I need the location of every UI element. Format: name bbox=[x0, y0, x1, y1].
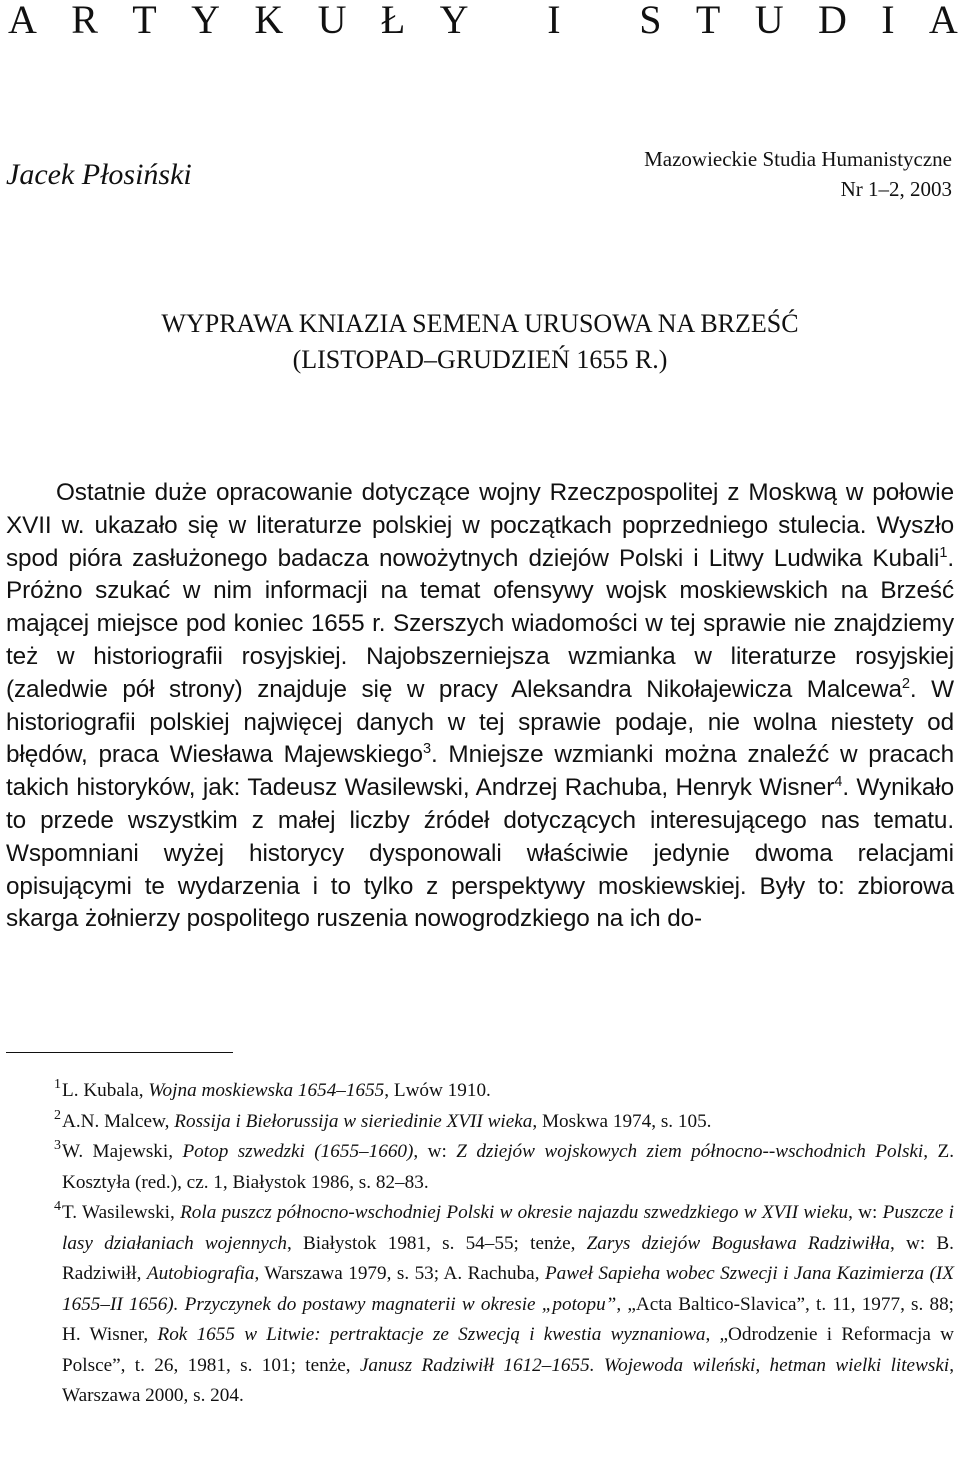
footnote-title: Puszcze i lasy działaniach wojennych bbox=[62, 1202, 954, 1254]
footnote-title: Z dziejów wojskowych ziem północno--wschodnich Polski bbox=[456, 1141, 924, 1162]
article-body bbox=[6, 477, 954, 936]
footnote-ref[interactable]: 3 bbox=[422, 741, 431, 758]
journal-issue: Nr 1–2, 2003 bbox=[840, 177, 952, 201]
footnote-title: Potop szwedzki (1655–1660) bbox=[182, 1141, 414, 1162]
journal-name: Mazowieckie Studia Humanistyczne bbox=[644, 147, 952, 171]
footnote-text: L. Kubala, bbox=[62, 1080, 149, 1101]
section-heading bbox=[8, 0, 958, 40]
footnote-text: , w: bbox=[413, 1141, 457, 1162]
section-heading-letter: R bbox=[71, 0, 98, 42]
section-heading-letter: D bbox=[817, 0, 847, 42]
footnote-number: 1 bbox=[54, 1077, 61, 1092]
footnotes bbox=[6, 1076, 954, 1412]
footnote-text: , Z. Kosztyła (red.), cz. 1, Białystok 1986, s. 82–83. bbox=[62, 1141, 954, 1193]
footnote-text: , Białystok 1981, s. 54–55; tenże, bbox=[286, 1232, 587, 1254]
footnote-divider bbox=[6, 1052, 233, 1053]
footnote-ref[interactable]: 4 bbox=[834, 774, 843, 791]
footnote-text: , Warszawa 1979, s. 53; A. Rachuba, bbox=[254, 1263, 545, 1284]
footnote-ref[interactable]: 1 bbox=[939, 544, 948, 561]
section-heading-letter: Y bbox=[191, 0, 220, 42]
section-heading-letter: S bbox=[639, 0, 662, 42]
section-heading-letter: U bbox=[317, 0, 347, 42]
footnote-text: T. Wasilewski, bbox=[62, 1202, 181, 1223]
section-heading-letter: I bbox=[881, 0, 895, 42]
footnote-2 bbox=[6, 1107, 954, 1138]
section-heading-letter: K bbox=[254, 0, 284, 42]
footnote-title: Zarys dziejów Bogusława Radziwiłła bbox=[586, 1232, 890, 1254]
body-paragraph bbox=[6, 477, 954, 936]
body-text-segment: . Wynikało to przede wszystkim z małej liczby źródeł dotyczących interesującego nas tematu. Wspomniani wyżej historycy dysponowali właściwie jedynie dwoma relacjami opisującymi te wydarzenia i to tylko z perspektywy moskiewskiej. Były to: zbiorowa skarga żołnierzy pospolitego ruszenia nowogrodzkiego na ich do- bbox=[6, 774, 954, 933]
section-heading-letter: U bbox=[754, 0, 784, 42]
body-text-segment: . Mniejsze wzmianki można znaleźć w pracach takich historyków, jak: Tadeusz Wasilewski, Andrzej Rachuba, Henryk Wisner bbox=[6, 741, 954, 802]
body-text-segment: . W historiografii polskiej najwięcej danych w tej sprawie podaje, nie wolna niestety od błędów, praca Wiesława Majewskiego bbox=[6, 675, 954, 769]
footnote-title: Autobiografia bbox=[146, 1263, 255, 1284]
footnote-1 bbox=[6, 1076, 954, 1107]
footnote-title: Rola puszcz północno-wschodniej Polski w okresie najazdu szwedzkiego w XVII wieku bbox=[180, 1202, 849, 1223]
footnote-title: Wojna moskiewska 1654–1655 bbox=[148, 1080, 385, 1101]
section-heading-letter: A bbox=[8, 0, 37, 42]
section-heading-letter: I bbox=[547, 0, 561, 42]
section-heading-letter: T bbox=[695, 0, 721, 42]
footnote-ref[interactable]: 2 bbox=[901, 675, 910, 692]
footnote-number: 3 bbox=[54, 1138, 61, 1153]
title-line-1: WYPRAWA KNIAZIA SEMENA URUSOWA NA BRZEŚĆ bbox=[161, 309, 799, 338]
article-title bbox=[0, 306, 960, 378]
footnote-text: , „Acta Baltico-Slavica”, t. 11, 1977, s. 88; H. Wisner, bbox=[62, 1293, 955, 1345]
footnote-text: A.N. Malcew, bbox=[62, 1110, 175, 1132]
footnote-text: , „Odrodzenie i Reformacja w Polsce”, t. 26, 1981, s. 101; tenże, bbox=[62, 1324, 954, 1376]
footnote-number: 2 bbox=[54, 1107, 61, 1123]
footnote-text: , w: bbox=[848, 1202, 883, 1223]
section-heading-letter: A bbox=[928, 0, 958, 42]
footnote-text: W. Majewski, bbox=[62, 1141, 183, 1162]
section-heading-letter bbox=[595, 0, 605, 40]
body-text-segment: . Próżno szukać w nim informacji na temat ofensywy wojsk moskiewskich na Brześć mającej miejsce pod koniec 1655 r. Szerszych wiadomości w tej sprawie nie znajdziemy też w historiografii rosyjskiej. Najobszerniejsza wzmianka w literaturze rosyjskiej (zaledwie pół strony) znajduje się w pracy Aleksandra Nikołajewicza Malcewa bbox=[6, 544, 954, 703]
author-name: Jacek Płosiński bbox=[6, 158, 192, 191]
footnote-3 bbox=[6, 1137, 954, 1198]
footnote-text: , Lwów 1910. bbox=[384, 1080, 491, 1101]
footnote-text: , w: B. Radziwiłł, bbox=[62, 1232, 954, 1284]
footnote-title: Rok 1655 w Litwie: pertraktacje ze Szwecją i kwestia wyznaniowa bbox=[157, 1324, 706, 1345]
body-text-segment: Ostatnie duże opracowanie dotyczące wojny Rzeczpospolitej z Moskwą w połowie XVII w. ukazało się w literaturze polskiej w początkach poprzedniego stulecia. Wyszło spod pióra zasłużonego badacza nowożytnych dziejów Polski i Litwy Ludwika Kubali bbox=[6, 479, 954, 572]
footnote-text: , Moskwa 1974, s. 105. bbox=[532, 1110, 712, 1132]
title-line-2: (LISTOPAD–GRUDZIEŃ 1655 R.) bbox=[292, 345, 668, 374]
journal-info bbox=[644, 144, 952, 204]
footnote-title: Rossija i Biełorussija w sieriedinie XVII wieka bbox=[174, 1110, 533, 1132]
footnote-text: , Warszawa 2000, s. 204. bbox=[62, 1354, 954, 1406]
footnote-4 bbox=[6, 1198, 954, 1412]
section-heading-letter: Ł bbox=[380, 0, 406, 42]
footnote-title: Janusz Radziwiłł 1612–1655. Wojewoda wileński, hetman wielki litewski bbox=[359, 1354, 950, 1376]
footnote-title: Paweł Sapieha wobec Szwecji i Jana Kazimierza (IX 1655–II 1656). Przyczynek do postawy magnaterii w okresie „potopu” bbox=[62, 1263, 954, 1315]
footnote-number: 4 bbox=[54, 1199, 61, 1214]
section-heading-letter: T bbox=[132, 0, 157, 42]
section-heading-letter bbox=[503, 0, 513, 40]
section-heading-letter: Y bbox=[439, 0, 469, 42]
